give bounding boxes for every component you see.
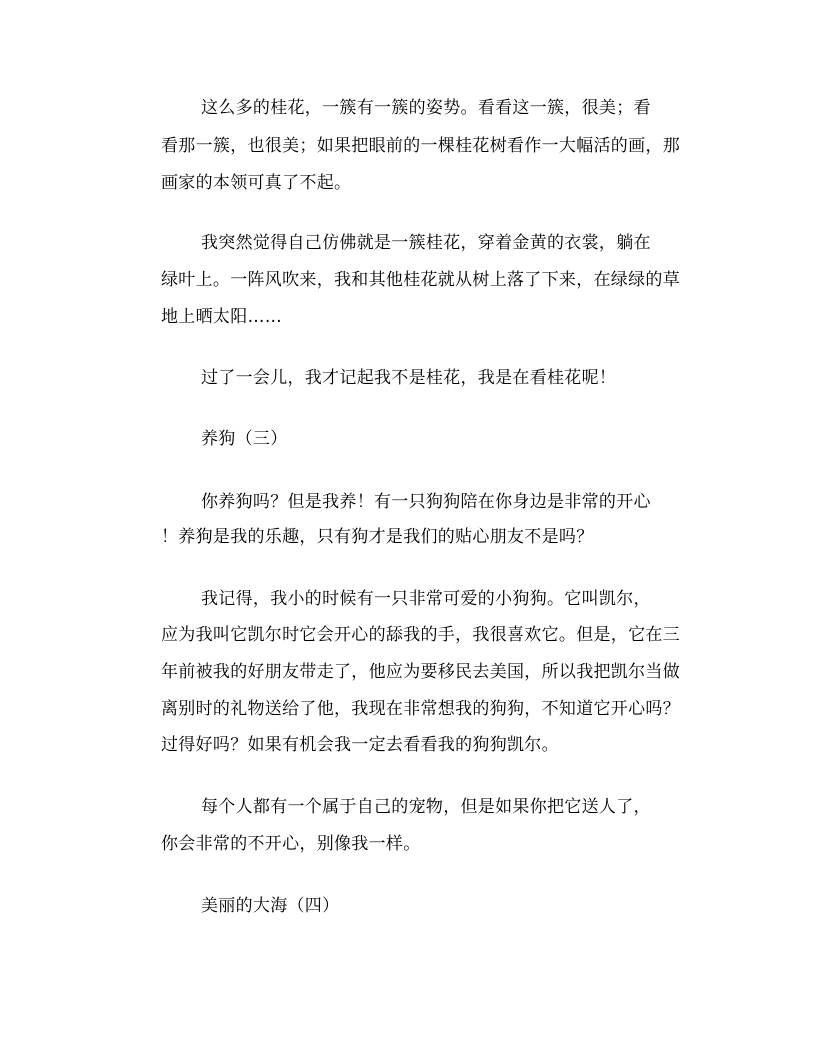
paragraph-6-line-4: 离别时的礼物送给了他，我现在非常想我的狗狗，不知道它开心吗？ (161, 699, 680, 719)
paragraph-6-line-1: 我记得，我小的时候有一只非常可爱的小狗狗。它叫凯尔， (201, 589, 651, 609)
section-heading-sea: 美丽的大海（四） (201, 896, 340, 916)
paragraph-2-line-3: 地上晒太阳…… (161, 307, 283, 327)
paragraph-3-line-1: 过了一会儿，我才记起我不是桂花，我是在看桂花呢！ (201, 368, 617, 388)
paragraph-7-line-1: 每个人都有一个属于自己的宠物，但是如果你把它送人了， (201, 797, 651, 817)
paragraph-2-line-2: 绿叶上。一阵风吹来，我和其他桂花就从树上落了下来，在绿绿的草 (161, 270, 680, 290)
paragraph-6-line-3: 年前被我的好朋友带走了，他应为要移民去美国，所以我把凯尔当做 (161, 662, 680, 682)
paragraph-2-line-1: 我突然觉得自己仿佛就是一簇桂花，穿着金黄的衣裳，躺在 (201, 233, 651, 253)
section-heading-dog: 养狗（三） (201, 429, 288, 449)
paragraph-6-line-2: 应为我叫它凯尔时它会开心的舔我的手，我很喜欢它。但是，它在三 (161, 625, 680, 645)
paragraph-7-line-2: 你会非常的不开心，别像我一样。 (161, 834, 421, 854)
paragraph-5-line-2: ！养狗是我的乐趣，只有狗才是我们的贴心朋友不是吗？ (161, 527, 594, 547)
paragraph-6-line-5: 过得好吗？如果有机会我一定去看看我的狗狗凯尔。 (161, 735, 559, 755)
paragraph-1-line-1: 这么多的桂花，一簇有一簇的姿势。看看这一簇，很美；看 (201, 98, 651, 118)
paragraph-5-line-1: 你养狗吗？但是我养！有一只狗狗陪在你身边是非常的开心 (201, 492, 651, 512)
paragraph-1-line-3: 画家的本领可真了不起。 (161, 173, 352, 193)
paragraph-1-line-2: 看那一簇，也很美；如果把眼前的一棵桂花树看作一大幅活的画，那 (161, 136, 680, 156)
